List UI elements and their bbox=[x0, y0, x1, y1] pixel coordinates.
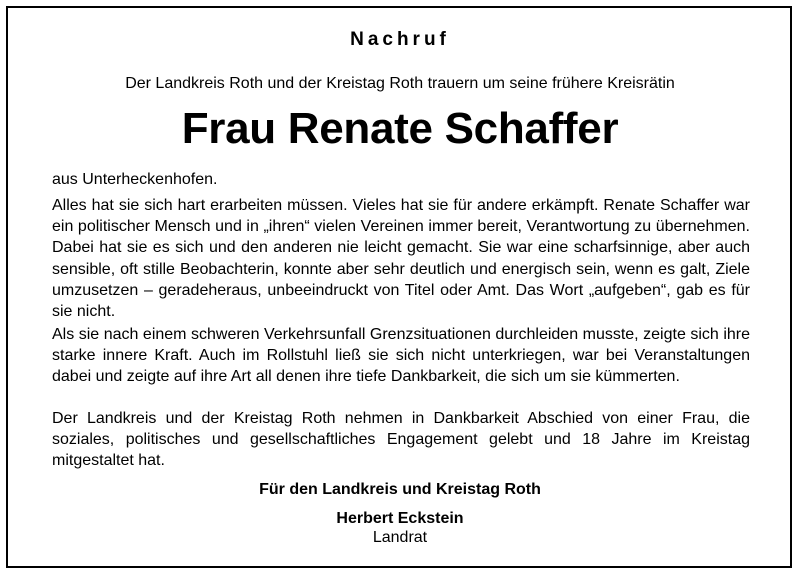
signer-name: Herbert Eckstein bbox=[336, 510, 464, 527]
closing-line: Für den Landkreis und Kreistag Roth bbox=[259, 481, 541, 498]
paragraph-farewell: Der Landkreis und der Kreistag Roth nehmen in Dankbarkeit Abschied von einer Frau, die soziales, politisches und gesellschaftliches Engagement gelebt und 18 Jahre im Kreistag mitgestaltet hat. bbox=[52, 410, 750, 470]
intro-line: Der Landkreis Roth und der Kreistag Roth trauern um seine frühere Kreisrätin bbox=[125, 75, 675, 92]
paragraph-accident: Als sie nach einem schweren Verkehrsunfall Grenzsituationen durchleiden musste, zeigte sich ihre starke innere Kraft. Auch im Rollstuhl ließ sie sich nicht unterkriegen, war bei Veranstaltungen dabei und zeigte auf ihre Art all denen ihre tiefe Dankbarkeit, die sich um sie kümmerten. bbox=[52, 326, 750, 386]
signer-role: Landrat bbox=[372, 529, 428, 546]
obituary-heading: Nachruf bbox=[350, 29, 450, 50]
paragraph-tribute: Alles hat sie sich hart erarbeiten müssen. Vieles hat sie für andere erkämpft. Renate Schaffer war ein politischer Mensch und in „ihren“ vielen Vereinen immer bereit, Verantwortung zu übernehmen. Dabei hat sie es sich und den anderen nie leicht gemacht. Sie war eine scharfsinnige, aber auch sensible, oft stille Beobachterin, konnte aber sehr deutlich und energisch sein, wenn es galt, Ziele umzusetzen – geradeheraus, unbeeindruckt von Titel oder Amt. Das Wort „aufgeben“, gab es für sie nicht. bbox=[52, 197, 750, 321]
origin-line: aus Unterheckenhofen. bbox=[52, 171, 218, 188]
deceased-name: Frau Renate Schaffer bbox=[181, 104, 619, 153]
